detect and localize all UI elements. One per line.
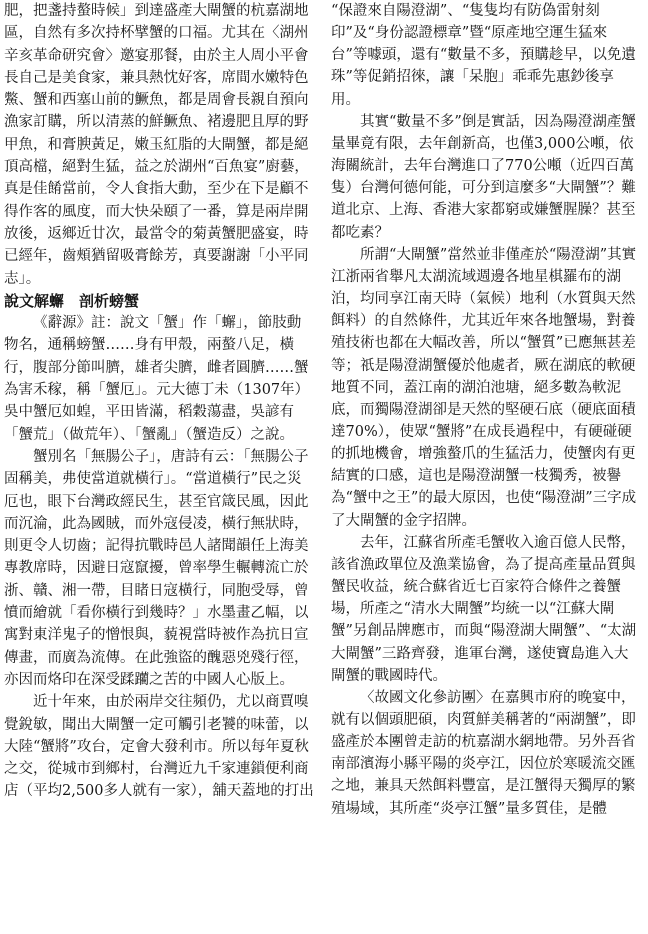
paragraph-visit: 〈故國文化參訪團〉在嘉興市府的晚宴中，就有以個頭肥碩，肉質鮮美稱著的“兩湖蟹”，即盛產於本團曾走訪的杭嘉湖水網地帶。另外吾省南部濱海小縣平陽的炎亭江，因位於寒暖流交匯之地，兼具天然餌料豐富，是江蟹得天獨厚的繁殖場域，其所產“炎亭江蟹”量多質佳，是體 — [331, 689, 636, 817]
paragraph-ciyuan: 《辭源》註：說文「蟹」作「蠏」，節肢動物名，通稱螃蟹……身有甲殼，兩螯八足，橫行，腹部分節叫臍，雄者尖臍，雌者圓臍……蟹為害禾稼，稱「蟹厄」。元大德丁未（1307年）吳中蟹厄如蝗，平田皆滿，稻穀蕩盡，吳諺有「蟹荒」（做荒年）、「蟹亂」（蟹造反）之說。 — [4, 315, 310, 443]
paragraph-guarantee: “保證來自陽澄湖”、“隻隻均有防偽雷射刻印”及“身份認證標章”暨“原產地空運生猛來台”等噱頭，還有“數量不多，預購趁早，以免遺珠”等促銷招徠，讓「呆胞」乖乖先惠鈔後享用。 — [331, 3, 636, 108]
section-heading: 說文解蠏 剖析螃蟹 — [4, 291, 140, 310]
paragraph-wuchang: 蟹別名「無腸公子」，唐詩有云：「無腸公子固稱美，弗使當道就橫行」。“當道橫行”民之災厄也，眼下台灣政經民生，甚至官箴民風，因此而沉淪，此為國賊，而外寇侵凌，橫行無狀時，則更令人切齒；記得抗戰時邑人諸聞韻任上海美專教席時，因避日寇竄擾，曾率學生輾轉流亡於浙、贛、湘一帶，目睹日寇橫行，同胞受辱，曾憤而繪就「看你橫行到幾時？」水墨畫乙幅，以寓對東洋鬼子的憎恨與，藐視當時被作為抗日宣傳畫，而廣為流傳。在此強盜的醜惡兇殘行徑，亦因而烙印在深受蹂躪之苦的中國人心版上。 — [4, 448, 309, 688]
paragraph-quantity: 其實“數量不多”倒是實話，因為陽澄湖產蟹量畢竟有限，去年創新高，也僅3,000公噸，依海關統計，去年台灣進口了770公噸（近四百萬隻）台灣何德何能，可分到這麼多“大閘蟹”？難道北京、上海、香港大家都窮或嫌蟹腥臊？甚至都吃素？ — [331, 113, 636, 241]
paragraph-jiangsu: 去年，江蘇省所產毛蟹收入逾百億人民幣，該省漁政單位及漁業協會，為了提高產量品質與蟹民收益，統合蘇省近七百家符合條件之養蟹場，所產之“清水大閘蟹”均統一以“江蘇大閘蟹”另創品牌應市，而與“陽澄湖大閘蟹”、“太湖大閘蟹”三路齊發，進軍台灣，遂使寶島進入大閘蟹的戰國時代。 — [331, 534, 637, 684]
left-column — [4, 0, 314, 803]
right-column — [331, 0, 642, 820]
paragraph-intro: 肥，把盞持螯時候」到達盛產大閘蟹的杭嘉湖地區，自然有多次持杯擘蟹的口福。尤其在〈湖州辛亥革命研究會〉邀宴那餐，由於主人周小平會長自己是美食家，兼具熱忱好客，席間水嫩特色鱉、蟹和西塞山前的鱖魚，都是周會長親自預向漁家訂購，所以清蒸的鮮鱖魚、褚邊肥且厚的野甲魚，和膏腴黃足，嫩玉紅脂的大閘蟹，都是絕頂高檔，絕對生猛，益之於湖州“百魚宴”廚藝，真是佳餚當前，令人食指大動，至少在下是顧不得作客的風度，而大快朵頤了一番，算是兩岸開放後，返鄉近廿次，最當令的菊黃蟹肥盛宴，時已經年，齒頰猶留吸膏餘芳，真要謝謝「小平同志」。 — [4, 3, 309, 287]
paragraph-recent-years: 近十年來，由於兩岸交往頻仍，尤以商賈嗅覺銳敏，聞出大閘蟹一定可觸引老饕的味蕾，以大陸“蟹將”攻台，定會大發利市。所以每年夏秋之交，從城市到鄉村，台灣近九千家連鎖便利商店（平均2,500多人就有一家），舖天蓋地的打出 — [4, 694, 314, 800]
paragraph-dazhaxie: 所謂“大閘蟹”當然並非僅產於“陽澄湖”其實江浙兩省舉凡太湖流域週邊各地星棋羅布的湖泊，均同享江南天時（氣候）地利（水質與天然餌料）的自然條件，尤其近年來各地蟹場，對養殖技術也都在大幅改善，所以“蟹質”已應無甚差等；祇是陽澄湖蟹優於他處者，厥在湖底的軟硬地質不同，蓋江南的湖泊池塘，絕多數為軟泥底，而獨陽澄湖卻是天然的堅硬石底（硬底面積達70%），使眾“蟹將”在成長過程中，有硬碰硬的抓地機會，增強螯爪的生猛活力，使蟹肉有更結實的口感，這也是陽澄湖蟹一枝獨秀，被譽為“蟹中之王”的最大原因，也使“陽澄湖”三字成了大閘蟹的金字招牌。 — [331, 246, 637, 529]
